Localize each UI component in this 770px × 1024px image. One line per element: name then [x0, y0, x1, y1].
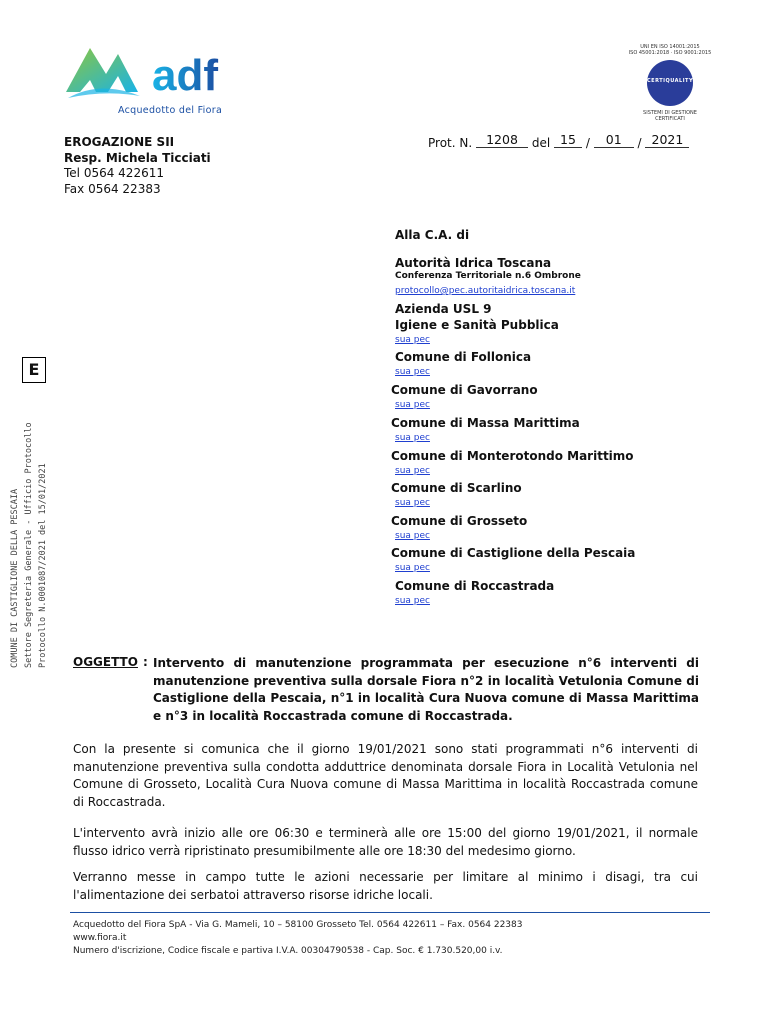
subject-colon: : — [143, 655, 148, 669]
cert-line-1: UNI EN ISO 14001:2015 — [640, 44, 700, 50]
protocol-label: Prot. N. — [428, 136, 473, 150]
protocol-sep-1: / — [585, 136, 590, 150]
sender-responsible: Resp. Michela Ticciati — [64, 150, 211, 165]
sender-department: EROGAZIONE SII — [64, 135, 175, 149]
recipients-heading: Alla C.A. di — [395, 228, 470, 242]
recipient-name: Comune di Castiglione della Pescaia — [391, 546, 636, 560]
recipient-pec-link[interactable]: sua pec — [395, 400, 430, 410]
recipient-pec-link[interactable]: sua pec — [395, 563, 430, 573]
body-paragraph-2: L'intervento avrà inizio alle ore 06:30 e terminerà alle ore 15:00 del giorno 19/01/2021, il normale flusso idrico verrà ripristinato presumibilmente alle ore 18:30 del medesimo giorno. — [73, 826, 698, 858]
recipient-name: Azienda USL 9 — [395, 302, 492, 316]
protocol-year: 2021 — [645, 132, 689, 148]
protocol-month: 01 — [594, 132, 634, 148]
recipient-name: Comune di Follonica — [395, 350, 532, 364]
protocol-number: 1208 — [476, 132, 528, 148]
recipient-name-2: Igiene e Sanità Pubblica — [395, 318, 559, 332]
stamp-line-1: COMUNE DI CASTIGLIONE DELLA PESCAIA — [10, 488, 20, 668]
protocol-sep-2: / — [637, 136, 642, 150]
cert-line-4: CERTIFICATI — [655, 116, 685, 122]
footer-registration: Numero d'iscrizione, Codice fiscale e partiva I.V.A. 00304790538 - Cap. Soc. € 1.730.520,00 i.v. — [73, 946, 503, 956]
stamp-line-3: Protocollo N.0001087/2021 del 15/01/2021 — [38, 463, 48, 668]
footer — [73, 919, 523, 958]
subject-text: Intervento di manutenzione programmata per esecuzione n°6 interventi di manutenzione preventiva sulla dorsale Fiora n°2 in località Vetulonia Comune di Castiglione della Pescaia, n°1 in località Cura Nuova comune di Massa Marittima e n°3 in località Roccastrada comune di Roccastrada. — [153, 656, 699, 723]
recipient-pec-link[interactable]: sua pec — [395, 498, 430, 508]
body-paragraph-3: Verranno messe in campo tutte le azioni necessarie per limitare al minimo i disagi, tra cui l'alimentazione dei serbatoi attraverso risorse idriche locali. — [73, 870, 698, 902]
recipient-name: Comune di Scarlino — [391, 481, 522, 495]
logo-wordmark: adf — [152, 51, 218, 100]
recipient-name: Comune di Monterotondo Marittimo — [391, 449, 634, 463]
logo-caption: Acquedotto del Fiora — [118, 105, 223, 116]
footer-divider — [70, 912, 710, 913]
certification-mark — [620, 44, 720, 122]
subject-label: OGGETTO — [73, 655, 138, 669]
recipient-pec-link[interactable]: sua pec — [395, 466, 430, 476]
sender-block — [64, 135, 211, 197]
recipient-subtitle: Conferenza Territoriale n.6 Ombrone — [395, 271, 581, 281]
recipient-pec-link[interactable]: protocollo@pec.autoritaidrica.toscana.it — [395, 286, 576, 296]
footer-address: Acquedotto del Fiora SpA - Via G. Mameli, 10 – 58100 Grosseto Tel. 0564 422611 – Fax. 0564 22383 — [73, 920, 523, 930]
badge-text: CERTIQUALITY — [647, 78, 694, 84]
recipient-name: Comune di Gavorrano — [391, 383, 538, 397]
recipient-name: Autorità Idrica Toscana — [395, 256, 552, 270]
protocol-date-label: del — [531, 136, 551, 150]
sender-fax: Fax 0564 22383 — [64, 181, 161, 196]
recipient-pec-link[interactable]: sua pec — [395, 335, 430, 345]
cert-line-2: ISO 45001:2018 · ISO 9001:2015 — [628, 50, 712, 56]
recipient-name: Comune di Roccastrada — [395, 579, 555, 593]
protocol-stamp — [8, 368, 50, 668]
recipient-name: Comune di Grosseto — [391, 514, 528, 528]
stamp-line-2: Settore Segreteria Generale - Ufficio Protocollo — [24, 422, 34, 668]
protocol-day: 15 — [554, 132, 582, 148]
footer-website[interactable]: www.fiora.it — [73, 933, 127, 943]
protocol-line — [428, 132, 689, 151]
recipient-pec-link[interactable]: sua pec — [395, 596, 430, 606]
stamp-letter: E — [22, 357, 46, 383]
recipient-pec-link[interactable]: sua pec — [395, 433, 430, 443]
sender-tel: Tel 0564 422611 — [64, 166, 164, 180]
recipient-pec-link[interactable]: sua pec — [395, 367, 430, 377]
cert-line-3: SISTEMI DI GESTIONE — [643, 110, 697, 116]
body-paragraph-1: Con la presente si comunica che il giorno 19/01/2021 sono stati programmati n°6 interventi di manutenzione preventiva sulla condotta adduttrice denominata dorsale Fiora in Località Vetulonia nel Comune di Grosseto, Località Cura Nuova comune di Massa Marittima in località Roccastrada comune di Roccastrada. — [73, 742, 698, 809]
certiquality-badge-icon — [647, 60, 693, 106]
recipient-name: Comune di Massa Marittima — [391, 416, 580, 430]
recipient-pec-link[interactable]: sua pec — [395, 531, 430, 541]
